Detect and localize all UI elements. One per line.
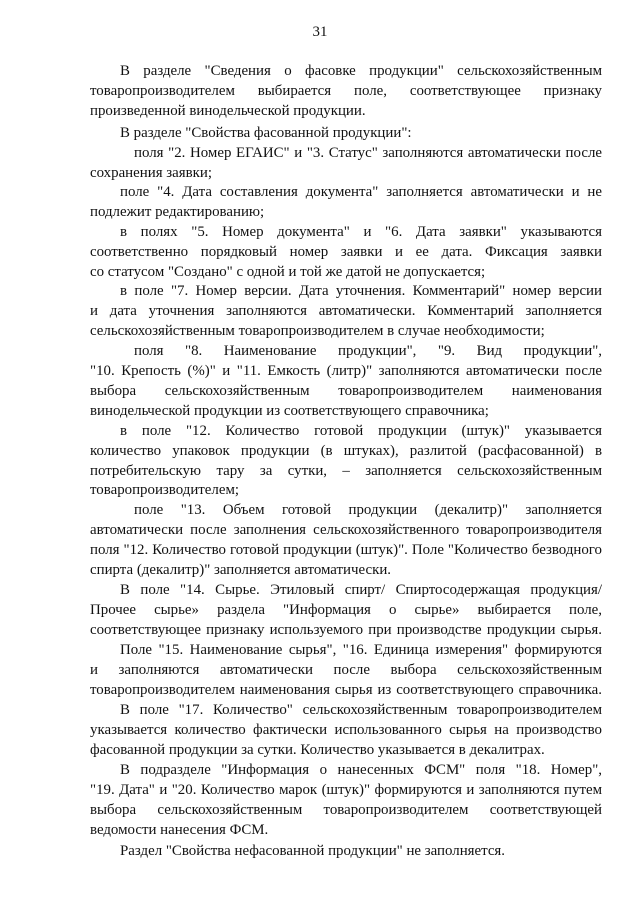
text-line: указывается количество фактически использованного сырья на производство [90,722,602,738]
text-line: поля "2. Номер ЕГАИС" и "3. Статус" заполняются автоматически после [134,145,602,161]
text-line: подлежит редактированию; [90,204,265,220]
text-line: поля "8. Наименование продукции", "9. Вид продукции", [134,343,602,359]
text-line: В поле "17. Количество" сельскохозяйственным товаропроизводителем [120,702,602,718]
text-line: ведомости нанесения ФСМ. [90,822,269,838]
text-line: В подразделе "Информация о нанесенных ФСМ" поля "18. Номер", [120,762,602,778]
text-line: выбора сельскохозяйственным товаропроизводителем наименования [90,383,602,399]
text-line: в поле "12. Количество готовой продукции (штук)" указывается [120,423,602,439]
text-line: соответственно порядковый номер заявки и ее дата. Фиксация заявки [90,244,602,260]
text-line: и заполняются автоматически после выбора сельскохозяйственным [90,662,602,678]
text-line: товаропроизводителем выбирается поле, соответствующее признаку [90,83,602,99]
text-line: в поле "7. Номер версии. Дата уточнения. Комментарий" номер версии [120,283,602,299]
text-line: сельскохозяйственным товаропроизводителем в случае необходимости; [90,323,545,339]
text-line: со статусом "Создано" с одной и той же датой не допускается; [90,264,486,280]
text-line: автоматически после заполнения сельскохозяйственного товаропроизводителя [90,522,602,538]
text-line: товаропроизводителем наименования сырья из соответствующего справочника. [90,682,602,698]
text-line: В разделе "Сведения о фасовке продукции" сельскохозяйственным [120,63,602,79]
text-line: В поле "14. Сырье. Этиловый спирт/ Спиртосодержащая продукция/ [120,582,602,598]
text-line: поле "4. Дата составления документа" заполняется автоматически и не [120,184,602,200]
text-line: и дата уточнения заполняются автоматически. Комментарий заполняется [90,303,602,319]
text-line: винодельческой продукции из соответствующего справочника; [90,403,489,419]
text-line: В разделе "Свойства фасованной продукции": [120,125,412,141]
text-line: спирта (декалитр)" заполняется автоматически. [90,562,392,578]
page-number: 31 [312,24,328,40]
text-line: фасованной продукции за сутки. Количество указывается в декалитрах. [90,742,545,758]
text-line: поля "12. Количество готовой продукции (штук)". Поле "Количество безводного [90,542,602,558]
text-line: соответствующее признаку используемого при производстве продукции сырья. [90,622,602,638]
text-line: товаропроизводителем; [90,482,240,498]
text-line: потребительскую тару за сутки, – заполняется сельскохозяйственным [90,463,602,479]
text-line: "10. Крепость (%)" и "11. Емкость (литр)" заполняются автоматически после [90,363,602,379]
text-line: сохранения заявки; [90,165,212,181]
text-line: в полях "5. Номер документа" и "6. Дата заявки" указываются [120,224,602,240]
text-line: количество упаковок продукции (в штуках), разлитой (расфасованной) в [90,443,602,459]
text-line: произведенной винодельческой продукции. [90,103,366,119]
text-line: "19. Дата" и "20. Количество марок (штук)" формируются и заполняются путем [90,782,602,798]
text-line: поле "13. Объем готовой продукции (декалитр)" заполняется [134,502,602,518]
text-line: Поле "15. Наименование сырья", "16. Единица измерения" формируются [120,642,602,658]
text-line: Раздел "Свойства нефасованной продукции" не заполняется. [120,843,506,859]
text-line: Прочее сырье» раздела "Информация о сырье» выбирается поле, [90,602,602,618]
text-line: выбора сельскохозяйственным товаропроизводителем соответствующей [90,802,602,818]
